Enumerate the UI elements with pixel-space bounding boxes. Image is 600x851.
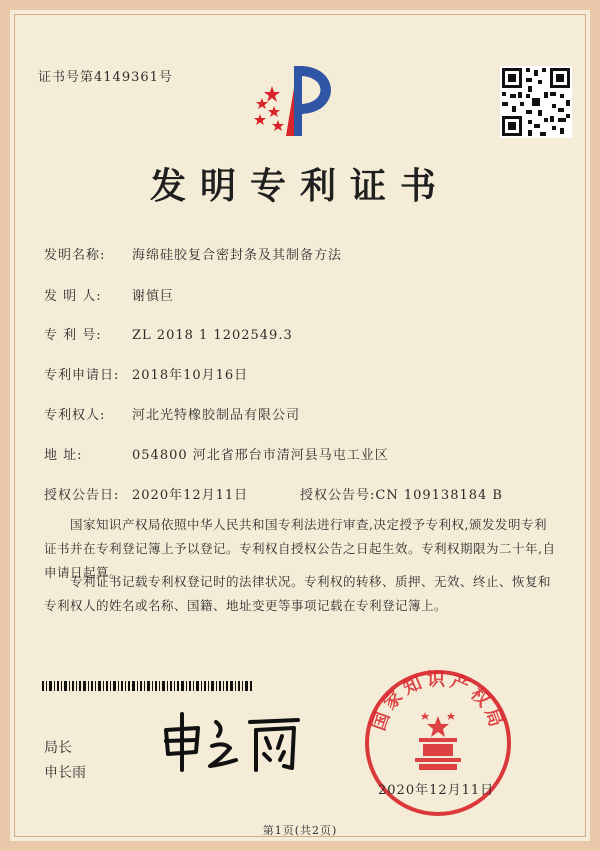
barcode-icon xyxy=(42,681,252,691)
svg-text:国家知识产权局: 国家知识产权局 xyxy=(368,669,508,734)
field-patent-no xyxy=(44,324,293,343)
field-value: 054800 河北省邢台市清河县马屯工业区 xyxy=(132,448,389,463)
director-title: 局长 xyxy=(44,740,72,756)
director-name: 申长雨 xyxy=(44,765,86,781)
field-value: 2018年10月16日 xyxy=(132,368,249,383)
field-value: 河北光特橡胶制品有限公司 xyxy=(132,408,301,423)
field-grant-no xyxy=(300,484,503,503)
field-value: 2020年12月11日 xyxy=(132,488,249,503)
handwritten-signature-icon xyxy=(158,708,308,774)
field-value: 谢慎巨 xyxy=(132,289,175,304)
field-invention-name xyxy=(44,244,342,263)
field-patentee xyxy=(44,404,300,423)
field-label: 发 明 人: xyxy=(44,289,102,304)
field-label: 地 址: xyxy=(44,448,83,463)
field-grant-date xyxy=(44,484,248,503)
field-label: 发明名称: xyxy=(44,248,106,263)
field-label: 授权公告日: xyxy=(44,488,120,503)
field-label: 专 利 号: xyxy=(44,328,102,343)
seal-date: 2020年12月11日 xyxy=(378,783,495,798)
certificate-title: 发明专利证书 xyxy=(149,165,450,207)
qr-code-icon xyxy=(500,66,572,138)
field-inventor xyxy=(44,285,174,304)
field-value: ZL 2018 1 1202549.3 xyxy=(132,328,293,343)
patent-office-logo-icon xyxy=(250,58,350,140)
field-label: 专利权人: xyxy=(44,408,106,423)
body-paragraph: 国家知识产权局依照中华人民共和国专利法进行审查,决定授予专利权,颁发发明专利证书并在专利登记簿上予以登记。专利权自授权公告之日起生效。专利权期限为二十年,自申请日起算。 xyxy=(44,517,556,580)
field-label: 专利申请日: xyxy=(44,368,120,383)
field-value: 海绵硅胶复合密封条及其制备方法 xyxy=(132,248,343,263)
certificate-number: 证书号第4149361号 xyxy=(38,70,173,85)
field-address xyxy=(44,444,389,463)
body-paragraph: 专利证书记载专利权登记时的法律状况。专利权的转移、质押、无效、终止、恢复和专利权人的姓名或名称、国籍、地址变更等事项记载在专利登记簿上。 xyxy=(44,574,552,613)
field-label: 授权公告号: xyxy=(300,488,376,503)
page-footer: 第1页(共2页) xyxy=(262,824,338,837)
field-value: CN 109138184 B xyxy=(375,488,503,503)
field-filing-date xyxy=(44,364,248,383)
